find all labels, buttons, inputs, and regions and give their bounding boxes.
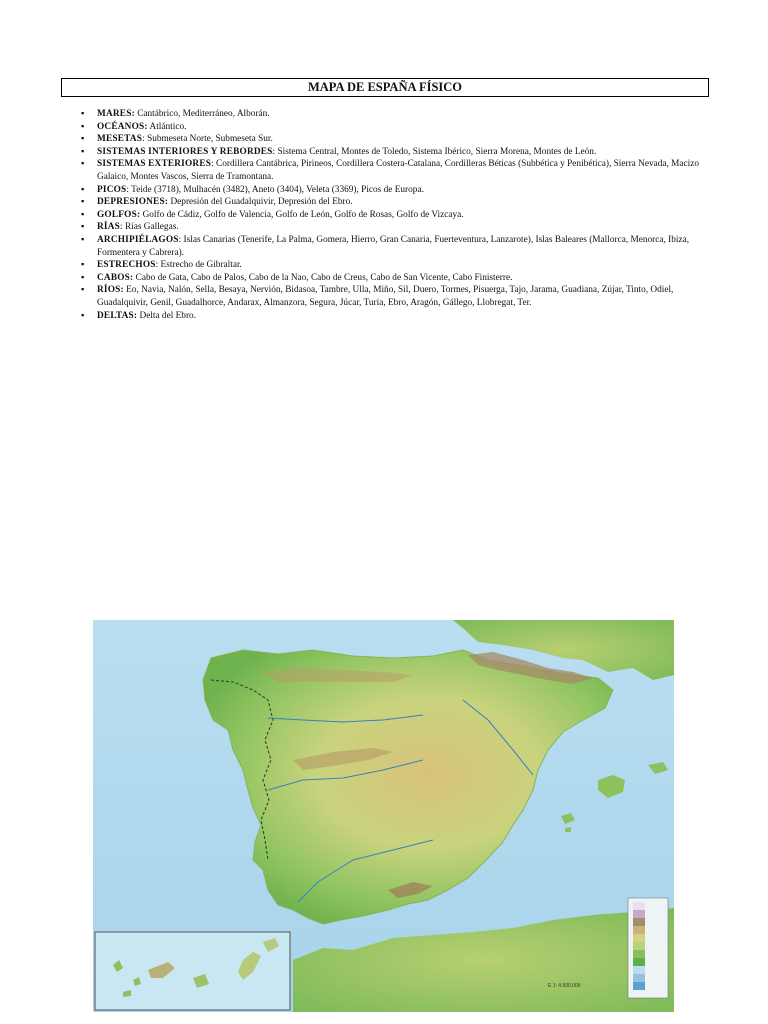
bullet-icon: ▪ [81,184,85,195]
list-item-oceanos [81,121,711,134]
item-text: Cantábrico, Mediterráneo, Alborán. [134,109,270,119]
item-label: RÍOS: [97,285,124,296]
item-text: : Submeseta Norte, Submeseta Sur. [142,134,273,145]
bullet-icon: ▪ [81,222,85,233]
item-label: ESTRECHOS [97,260,156,271]
bullet-icon: ▪ [81,197,85,208]
item-label: MARES: [97,109,135,119]
list-item-cabos [81,272,711,285]
list-item-picos [81,184,711,197]
item-text: : Teide (3718), Mulhacén (3482), Aneto (3404), Veleta (3369), Picos de Europa. [126,184,424,195]
item-text: Delta del Ebro. [137,310,197,321]
bullet-icon: ▪ [81,310,85,321]
item-text: Depresión del Guadalquivir, Depresión del Ebro. [168,197,353,208]
item-label: MESETAS [97,134,143,145]
canary-inset [95,932,290,1010]
bullet-icon: ▪ [81,272,85,283]
page-title: MAPA DE ESPAÑA FÍSICO [61,78,709,97]
item-text: : Sistema Central, Montes de Toledo, Sistema Ibérico, Sierra Morena, Montes de León. [272,146,597,157]
item-label: DEPRESIONES: [97,197,169,208]
item-label: ARCHIPIÉLAGOS [97,234,179,245]
list-item-sistemas-exteriores [81,158,711,183]
item-text: Atlántico. [147,121,187,132]
list-item-sistemas-interiores [81,146,711,159]
list-item-golfos [81,209,711,222]
list-item-rios [81,284,711,309]
bullet-icon: ▪ [81,260,85,271]
physical-map-image [93,620,674,1012]
list-item-mesetas [81,133,711,146]
list-item-estrechos [81,259,711,272]
list-item-mares [81,108,711,121]
item-text: Eo, Navia, Nalón, Sella, Besaya, Nervión, Bidasoa, Tambre, Ulla, Miño, Sil, Duero, Tormes, Pisuerga, Tajo, Jarama, Guadiana, Zújar, Tinto, Odiel, Guadalquivir, Genil, Guadalhorce, Andarax, Almanzora, Segura, Júcar, Turia, Ebro, Aragón, Gállego, Llobregat, Ter. [97,285,674,308]
bullet-icon: ▪ [81,109,85,119]
list-item-rias [81,221,711,234]
item-label: OCÉANOS: [97,121,148,132]
item-label: GOLFOS: [97,209,141,220]
bullet-icon: ▪ [81,234,85,245]
bullet-icon: ▪ [81,134,85,145]
bullet-icon: ▪ [81,209,85,220]
list-item-deltas [81,310,711,323]
item-label: SISTEMAS EXTERIORES [97,159,212,170]
bullet-icon: ▪ [81,285,85,296]
item-text: Golfo de Cádiz, Golfo de Valencia, Golfo de León, Golfo de Rosas, Golfo de Vizcaya. [140,209,464,220]
bullet-icon: ▪ [81,121,85,132]
map-scale-label: E 1: 4.500.000 [548,983,581,989]
bullet-icon: ▪ [81,159,85,170]
topic-list [81,108,711,322]
item-text: Cabo de Gata, Cabo de Palos, Cabo de la Nao, Cabo de Creus, Cabo de San Vicente, Cabo Finisterre. [133,272,513,283]
item-text: : Cordillera Cantábrica, Pirineos, Cordillera Costera-Catalana, Cordilleras Béticas (Subbética y Penibética), Sierra Nevada, Macizo Galaico, Montes Vascos, Sierra de Tramontana. [97,159,700,182]
elevation-legend [628,898,668,998]
item-label: RÍAS [97,222,121,233]
item-label: SISTEMAS INTERIORES Y REBORDES [97,146,273,157]
bullet-icon: ▪ [81,146,85,157]
item-text: : Estrecho de Gibraltar. [155,260,242,271]
item-label: DELTAS: [97,310,138,321]
item-label: CABOS: [97,272,134,283]
item-text: : Islas Canarias (Tenerife, La Palma, Gomera, Hierro, Gran Canaria, Fuerteventura, Lanzarote), Islas Baleares (Mallorca, Menorca, Ibiza, Formentera y Cabrera). [97,234,690,258]
item-text: : Rías Gallegas. [120,222,179,233]
relief-map-svg [93,620,674,1012]
list-item-depresiones [81,196,711,209]
list-item-archipielagos [81,234,711,259]
item-label: PICOS [97,184,127,195]
